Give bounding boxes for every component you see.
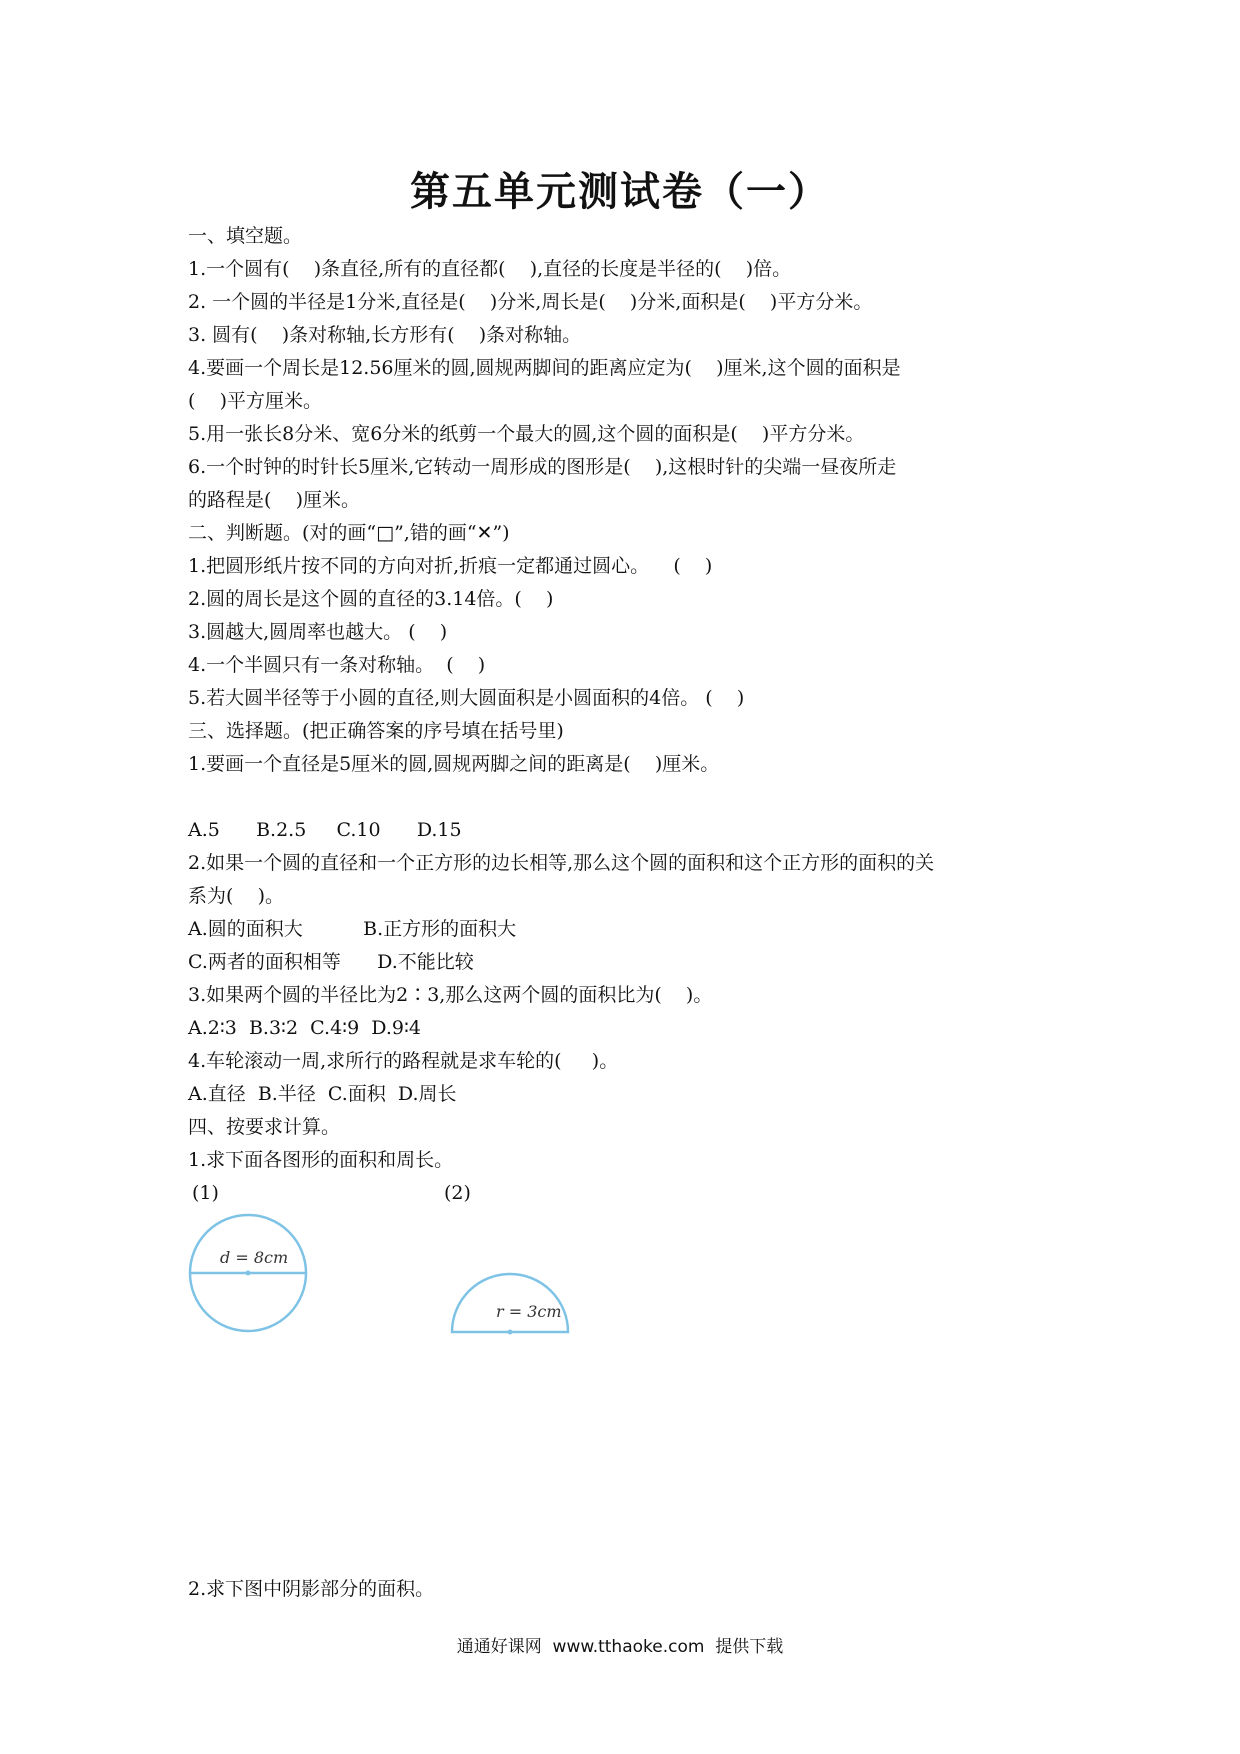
- question-line: 3. 圆有( )条对称轴,长方形有( )条对称轴。: [188, 324, 582, 346]
- question-line: 6.一个时钟的时针长5厘米,它转动一周形成的图形是( ),这根时针的尖端一昼夜所走: [188, 456, 897, 478]
- footer-watermark: 通通好课网 www.tthaoke.com 提供下载: [456, 1637, 784, 1657]
- figure-semicircle: [444, 1260, 584, 1340]
- figure-2-label: (2): [444, 1182, 471, 1204]
- question-line: 4.车轮滚动一周,求所行的路程就是求车轮的( )。: [188, 1050, 619, 1072]
- question-line: 4.要画一个周长是12.56厘米的圆,圆规两脚间的距离应定为( )厘米,这个圆的面积是: [188, 357, 901, 379]
- question-line: 4.一个半圆只有一条对称轴。 ( ): [188, 654, 486, 676]
- radius-label: r = 3cm: [496, 1302, 562, 1321]
- answer-options: A.2∶3 B.3∶2 C.4∶9 D.9∶4: [188, 1017, 421, 1039]
- question-line: 2.如果一个圆的直径和一个正方形的边长相等,那么这个圆的面积和这个正方形的面积的关: [188, 852, 935, 874]
- section-heading: 二、判断题。(对的画“□”,错的画“✕”): [188, 522, 510, 544]
- question-line: 2.求下图中阴影部分的面积。: [188, 1578, 435, 1600]
- question-line: 2. 一个圆的半径是1分米,直径是( )分米,周长是( )分米,面积是( )平方分米。: [188, 291, 873, 313]
- figure-circle: [180, 1210, 320, 1340]
- page-title: 第五单元测试卷（一）: [410, 168, 830, 215]
- center-dot: [246, 1271, 251, 1276]
- question-line: 5.用一张长8分米、宽6分米的纸剪一个最大的圆,这个圆的面积是( )平方分米。: [188, 423, 865, 445]
- question-line: 1.求下面各图形的面积和周长。: [188, 1149, 454, 1171]
- answer-options: A.直径 B.半径 C.面积 D.周长: [188, 1083, 457, 1105]
- section-heading: 一、填空题。: [188, 225, 303, 247]
- diameter-label: d = 8cm: [220, 1248, 289, 1267]
- answer-options: A.圆的面积大 B.正方形的面积大: [188, 918, 517, 940]
- section-heading: 三、选择题。(把正确答案的序号填在括号里): [188, 720, 564, 742]
- question-line: 的路程是( )厘米。: [188, 489, 360, 511]
- question-line: 3.圆越大,圆周率也越大。 ( ): [188, 621, 448, 643]
- question-line: 系为( )。: [188, 885, 284, 907]
- answer-options: A.5 B.2.5 C.10 D.15: [188, 819, 462, 841]
- question-line: 1.要画一个直径是5厘米的圆,圆规两脚之间的距离是( )厘米。: [188, 753, 720, 775]
- question-line: ( )平方厘米。: [188, 390, 322, 412]
- question-line: 1.一个圆有( )条直径,所有的直径都( ),直径的长度是半径的( )倍。: [188, 258, 792, 280]
- answer-options: C.两者的面积相等 D.不能比较: [188, 951, 474, 973]
- question-line: 3.如果两个圆的半径比为2∶3,那么这两个圆的面积比为( )。: [188, 984, 713, 1006]
- figure-1-label: (1): [192, 1182, 219, 1204]
- question-line: 2.圆的周长是这个圆的直径的3.14倍。( ): [188, 588, 554, 610]
- section-heading: 四、按要求计算。: [188, 1116, 341, 1138]
- question-line: 1.把圆形纸片按不同的方向对折,折痕一定都通过圆心。 ( ): [188, 555, 713, 577]
- question-line: 5.若大圆半径等于小圆的直径,则大圆面积是小圆面积的4倍。 ( ): [188, 687, 745, 709]
- center-dot: [508, 1330, 513, 1335]
